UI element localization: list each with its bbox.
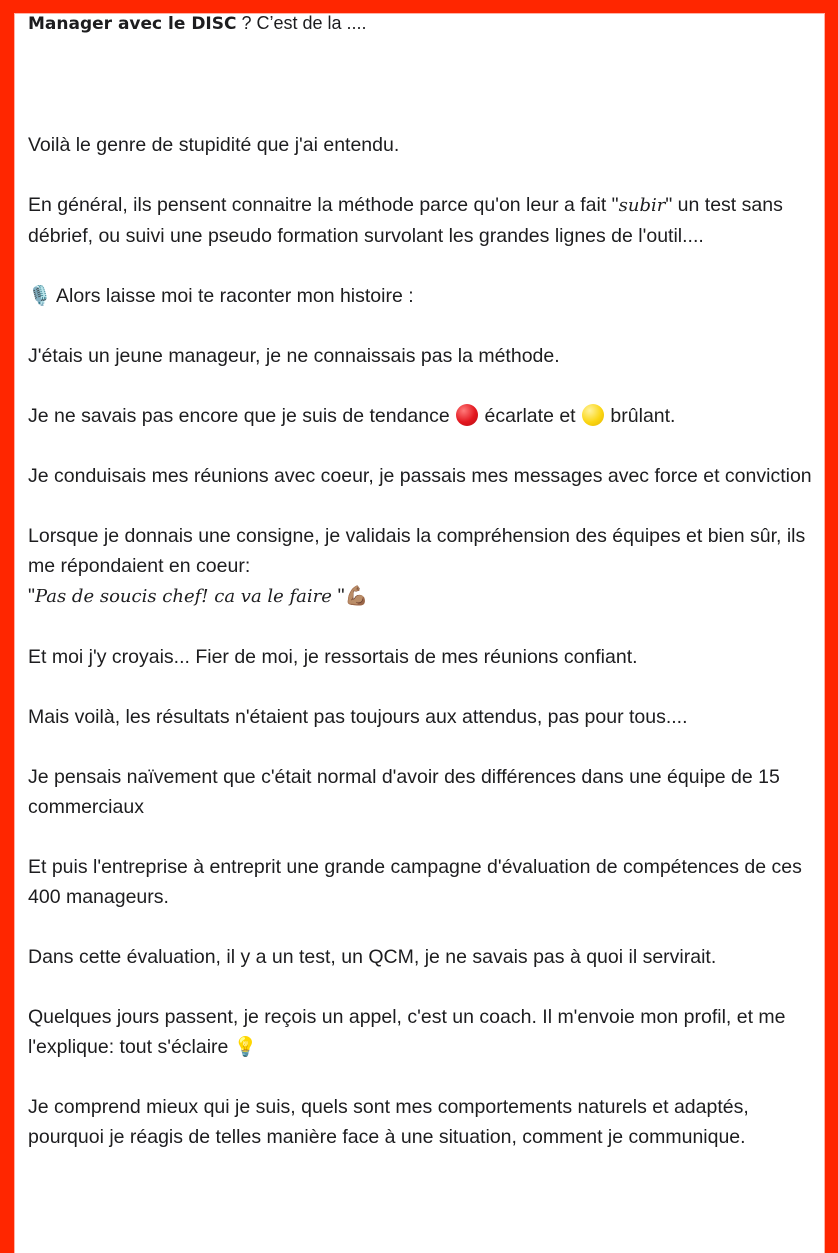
paragraph-12: Dans cette évaluation, il y a un test, un QCM, je ne savais pas à quoi il servirait. xyxy=(28,946,717,968)
paragraph-8: Et moi j'y croyais... Fier de moi, je ressortais de mes réunions confiant. xyxy=(28,646,638,668)
post-title xyxy=(28,8,818,38)
paragraph-4: J'étais un jeune manageur, je ne connaissais pas la méthode. xyxy=(28,345,560,367)
flexed-biceps-icon: 💪🏽 xyxy=(344,586,369,607)
light-bulb-icon: 💡 xyxy=(233,1037,258,1058)
paragraph-10: Je pensais naïvement que c'était normal d'avoir des différences dans une équipe de 15 commerciaux xyxy=(28,766,780,818)
quote-mark: " xyxy=(28,585,35,607)
paragraph-3 xyxy=(28,281,818,311)
paragraph-6: Je conduisais mes réunions avec coeur, je passais mes messages avec force et conviction xyxy=(28,465,812,487)
paragraph-text: Lorsque je donnais une consigne, je validais la compréhension des équipes et bien sûr, ils me répondaient en coeur: xyxy=(28,525,806,577)
post-title-rest: ? C’est de la .... xyxy=(236,13,367,33)
red-circle-icon xyxy=(456,404,478,426)
paragraph-5 xyxy=(28,401,818,431)
paragraph-text: " un test sans débrief, ou suivi une pseudo formation survolant les grandes lignes de l'outil.... xyxy=(28,194,783,247)
quote-mark: " xyxy=(337,585,345,607)
paragraph-13 xyxy=(28,1002,818,1062)
post-container xyxy=(14,13,825,1253)
post-title-bold: Manager avec le DISC xyxy=(28,14,237,34)
paragraph-text: écarlate et xyxy=(479,405,582,427)
blank-space xyxy=(28,38,818,130)
paragraph-14: Je comprend mieux qui je suis, quels sont mes comportements naturels et adaptés, pourquoi je réagis de telles manière face à une situation, comment je communique. xyxy=(28,1096,749,1148)
paragraph-7 xyxy=(28,521,818,612)
paragraph-text: En général, ils pensent connaitre la méthode parce qu'on leur a fait " xyxy=(28,194,619,216)
italic-emphasis: subir xyxy=(618,195,666,216)
paragraph-11: Et puis l'entreprise à entreprit une grande campagne d'évaluation de compétences de ces 400 manageurs. xyxy=(28,856,802,908)
paragraph-2 xyxy=(28,190,818,251)
post-body xyxy=(28,13,818,1182)
paragraph-text: brûlant. xyxy=(605,405,676,427)
paragraph-text: Quelques jours passent, je reçois un appel, c'est un coach. Il m'envoie mon profil, et me l'explique: tout s'éclaire xyxy=(28,1006,786,1058)
studio-microphone-icon: 🎙️ xyxy=(28,286,52,307)
paragraph-text: Je ne savais pas encore que je suis de tendance xyxy=(28,405,456,427)
quote-italic: Pas de soucis chef! ca va le faire xyxy=(34,586,338,607)
paragraph-text: Alors laisse moi te raconter mon histoire : xyxy=(51,285,414,307)
yellow-circle-icon xyxy=(582,404,604,426)
paragraph-1: Voilà le genre de stupidité que j'ai entendu. xyxy=(28,134,400,156)
paragraph-9: Mais voilà, les résultats n'étaient pas toujours aux attendus, pas pour tous.... xyxy=(28,706,688,728)
